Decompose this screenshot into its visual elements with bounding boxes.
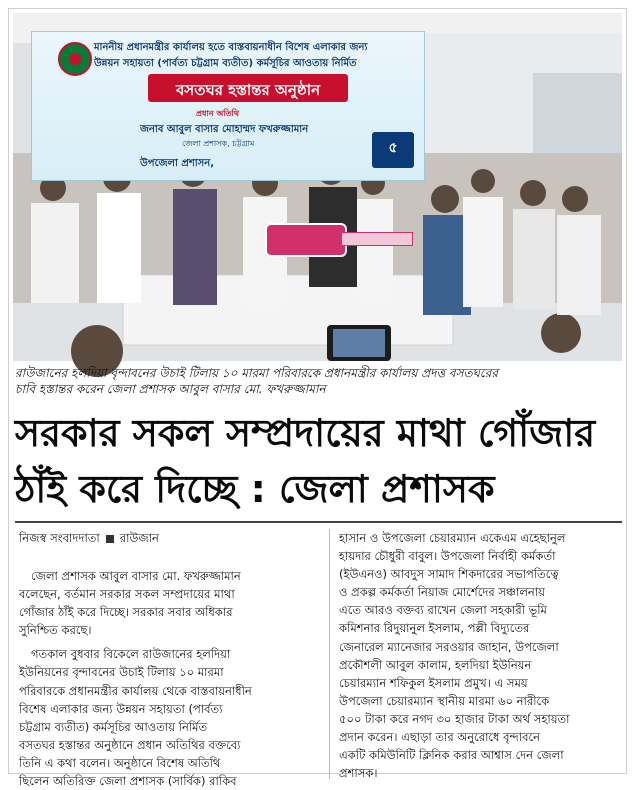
news-photo — [13, 13, 622, 361]
article-line: চেয়ারম্যান শফিকুল ইসলাম প্রমুখ। এ সময় — [339, 675, 528, 690]
article-line: হায়দার চৌধুরী বাবুল। উপজেলা নির্বাহী কর্মকর্তা — [339, 549, 556, 564]
headline-line: ঠাঁই করে দিচ্ছে : জেলা প্রশাসক — [15, 467, 495, 511]
byline-place: রাউজান — [119, 531, 159, 545]
article-line: প্রশাসক। — [339, 766, 378, 781]
article-column-left — [19, 567, 315, 790]
article-line: বিশেষ এলাকার জন্য উন্নয়ন সহায়তা (পার্বত্য — [19, 701, 223, 716]
article-line: গতকাল বুধবার বিকেলে রাউজানের হলদিয়া — [31, 647, 231, 662]
banner-line-1: মাননীয় প্রধানমন্ত্রীর কার্যালয় হতে বাস্তবায়নাধীন বিশেষ এলাকার জন্য — [94, 42, 368, 53]
banner-title-box — [148, 74, 348, 102]
banner-office: জেলা প্রশাসক, চট্টগ্রাম — [182, 139, 255, 148]
banner-chief-guest-label: প্রধান অতিথি — [196, 109, 240, 118]
article-line: জেলা প্রশাসক আবুল বাসার মো. ফখরুজ্জামান — [31, 569, 241, 583]
article-line: ও প্রকল্প কর্মকর্তা নিয়াজ মোর্শেদের সঞ্চালনায় — [339, 585, 545, 600]
headline — [15, 405, 622, 517]
banner-guest-name: জনাব আবুল বাসার মোহাম্মদ ফখরুজ্জামান — [140, 124, 309, 135]
banner-date-day: ৫ — [388, 140, 398, 156]
column-rule — [329, 529, 330, 779]
article-line: উপজেলা চেয়ারম্যান স্থানীয় মারমা ৬০ নারীকে — [339, 693, 550, 708]
article-line: গোঁজার ঠাঁই করে দিচ্ছে। সরকার সবার অধিকার — [19, 605, 233, 620]
ceremonial-key-icon — [265, 223, 347, 257]
article-line: প্রকৌশলী আবুল কালাম, হলদিয়া ইউনিয়ন — [339, 657, 532, 672]
photo-caption — [15, 365, 622, 397]
key-shaft — [341, 232, 413, 246]
article-line: সুনিশ্চিত করছে। — [19, 623, 92, 638]
byline-reporter: নিজস্ব সংবাদদাতা — [19, 531, 100, 545]
article-line: ৫০০ টাকা করে নগদ ৩০ হাজার টাকা অর্থ সহায়তা — [339, 711, 570, 726]
article-line: তিনি এ কথা বলেন। অনুষ্ঠানে বিশেষ অতিথি — [19, 755, 221, 770]
article-line: ছিলেন অতিরিক্ত জেলা প্রশাসক (সার্বিক) রাকিব — [19, 774, 237, 789]
article-line: হাসান ও উপজেলা চেয়ারম্যান একেএম এহেছানুল — [339, 531, 566, 545]
headline-divider — [15, 521, 622, 523]
caption-line: রাউজানের হলদিয়া বৃন্দাবনের উচাই টিলায় ১০ মারমা পরিবারকে প্রধানমন্ত্রীর কার্যালয় প্রদত্ত বসতঘরের — [15, 366, 498, 380]
byline — [19, 529, 319, 547]
article-line: কমিশনার রিদুয়ানুল ইসলাম, পল্লী বিদ্যুতের — [339, 621, 530, 636]
article-line: চট্টগ্রাম ব্যতীত) কর্মসূচির আওতায় নির্মিত — [19, 719, 208, 734]
article-line: বলেছেন, বর্তমান সরকার সকল সম্প্রদায়ের মাথা — [19, 587, 235, 602]
banner-title: বসতঘর হস্তান্তর অনুষ্ঠান — [175, 81, 321, 99]
article-line: একটি কমিউনিটি ক্লিনিক করার আশ্বাস দেন জেলা — [339, 748, 564, 763]
article-column-right — [339, 529, 623, 782]
headline-line: সরকার সকল সম্প্রদায়ের মাথা গোঁজার — [15, 411, 596, 455]
article-line: বসতঘর হস্তান্তর অনুষ্ঠানে প্রধান অতিথির বক্তব্যে — [19, 737, 241, 752]
banner-line-2: উন্নয়ন সহায়তা (পার্বত্য চট্টগ্রাম ব্যতীত) কর্মসূচির আওতায় নির্মিত — [94, 58, 357, 69]
government-seal-icon — [58, 42, 92, 76]
article-line: প্রদান করেন। এছাড়া তার অনুরোধে বৃন্দাবনে — [339, 730, 540, 745]
banner-organizer: উপজেলা প্রশাসন, — [140, 158, 215, 169]
article-line: ইউনিয়নের বৃন্দাবনের উচাই টিলায় ১০ মারমা — [19, 665, 224, 680]
article-line: পরিবারকে প্রধানমন্ত্রীর কার্যালয় থেকে বাস্তবায়নাধীন — [19, 683, 252, 698]
article-line: এতে আরও বক্তব্য রাখেন জেলা সহকারী ভূমি — [339, 603, 547, 618]
event-banner — [31, 31, 425, 181]
article-line: (ইউএনও) আবদুস সামাদ শিকদারের সভাপতিত্বে — [339, 567, 559, 582]
newspaper-clipping — [8, 8, 627, 789]
banner-date-badge — [372, 132, 414, 168]
byline-separator-icon — [106, 535, 114, 543]
caption-line: চাবি হস্তান্তর করেন জেলা প্রশাসক আবুল বাসার মো. ফখরুজ্জামান — [15, 382, 326, 396]
article-line: জেনারেল ম্যানেজার সরওয়ার জাহান, উপজেলা — [339, 639, 559, 654]
